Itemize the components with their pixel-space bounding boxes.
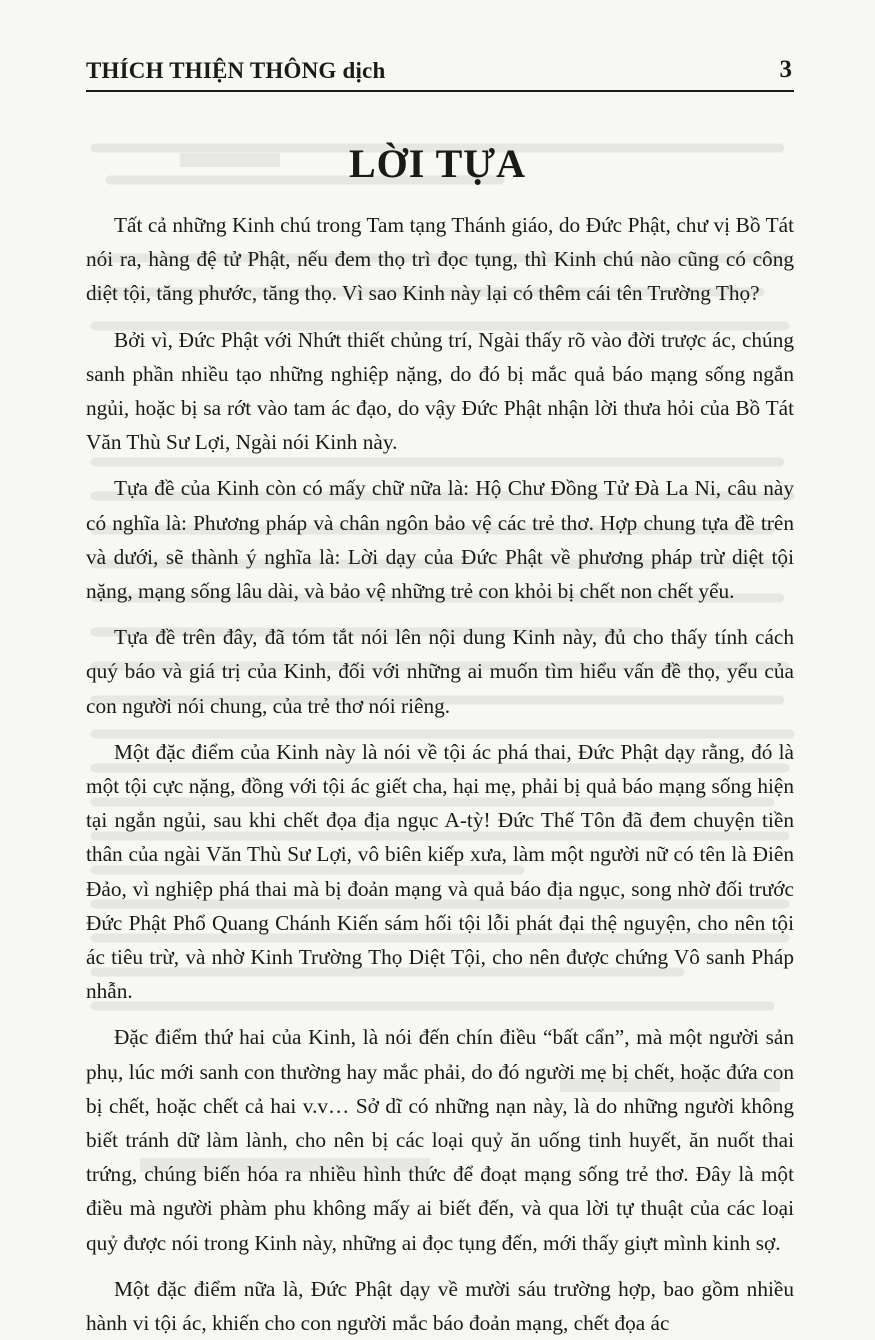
chapter-title: LỜI TỰA [348, 141, 527, 186]
running-header-title: THÍCH THIỆN THÔNG dịch [86, 58, 386, 83]
paragraph: Đặc điểm thứ hai của Kinh, là nói đến chín điều “bất cẩn”, mà một người sản phụ, lúc mới sanh con thường hay mắc phải, do đó người mẹ bị chết, hoặc đứa con bị chết, hoặc chết cả hai v.v… Sở dĩ có những nạn này, là do những người không biết tránh dữ làm lành, cho nên bị các loại quỷ ăn uống tinh huyết, ăn nuốt thai trứng, chúng biến hóa ra nhiều hình thức để đoạt mạng sống trẻ thơ. Đây là một điều mà người phàm phu không mấy ai biết đến, và qua lời tự thuật của các loại quỷ được nói trong Kinh này, những ai đọc tụng đến, mới thấy giựt mình kinh sợ. [86, 1025, 794, 1255]
page-number: 3 [779, 56, 792, 83]
paragraph: Tựa đề của Kinh còn có mấy chữ nữa là: Hộ Chư Đồng Tử Đà La Ni, câu này có nghĩa là: Phương pháp và chân ngôn bảo vệ các trẻ thơ. Hợp chung tựa đề trên và dưới, sẽ thành ý nghĩa là: Lời dạy của Đức Phật về phương pháp trừ diệt tội nặng, mạng sống lâu dài, và bảo vệ những trẻ con khỏi bị chết non chết yểu. [86, 476, 794, 604]
header-rule [86, 90, 794, 92]
paragraph: Tựa đề trên đây, đã tóm tắt nói lên nội dung Kinh này, đủ cho thấy tính cách quý báo và giá trị của Kinh, đối với những ai muốn tìm hiểu vấn đề thọ, yểu của con người nói chung, của trẻ thơ nói riêng. [86, 625, 794, 718]
body-text [86, 208, 794, 1340]
running-header [86, 54, 794, 90]
paragraph: Bởi vì, Đức Phật với Nhứt thiết chủng trí, Ngài thấy rõ vào đời trược ác, chúng sanh phần nhiều tạo những nghiệp nặng, do đó bị mắc quả báo mạng sống ngắn ngủi, hoặc bị sa rớt vào tam ác đạo, do vậy Đức Phật nhận lời thưa hỏi của Bồ Tát Văn Thù Sư Lợi, Ngài nói Kinh này. [86, 327, 794, 455]
paragraph: Tất cả những Kinh chú trong Tam tạng Thánh giáo, do Đức Phật, chư vị Bồ Tát nói ra, hàng đệ tử Phật, nếu đem thọ trì đọc tụng, thì Kinh chú nào cũng có công diệt tội, tăng phước, tăng thọ. Vì sao Kinh này lại có thêm cái tên Trường Thọ? [86, 213, 794, 306]
paragraph: Một đặc điểm nữa là, Đức Phật dạy về mười sáu trường hợp, bao gồm nhiều hành vi tội ác, khiến cho con người mắc báo đoản mạng, chết đọa ác [86, 1276, 794, 1336]
paragraph: Một đặc điểm của Kinh này là nói về tội ác phá thai, Đức Phật dạy rằng, đó là một tội cực nặng, đồng với tội ác giết cha, hại mẹ, phải bị quả báo mạng sống hiện tại ngắn ngủi, sau khi chết đọa địa ngục A-tỳ! Đức Thế Tôn đã đem chuyện tiền thân của ngài Văn Thù Sư Lợi, vô biên kiếp xưa, làm một người nữ có tên là Điên Đảo, vì nghiệp phá thai mà bị đoản mạng và quả báo địa ngục, song nhờ đối trước Đức Phật Phổ Quang Chánh Kiến sám hối tội lỗi phát đại thệ nguyện, cho nên tội ác tiêu trừ, và nhờ Kinh Trường Thọ Diệt Tội, cho nên được chứng Vô sanh Pháp nhẫn. [86, 739, 794, 1004]
